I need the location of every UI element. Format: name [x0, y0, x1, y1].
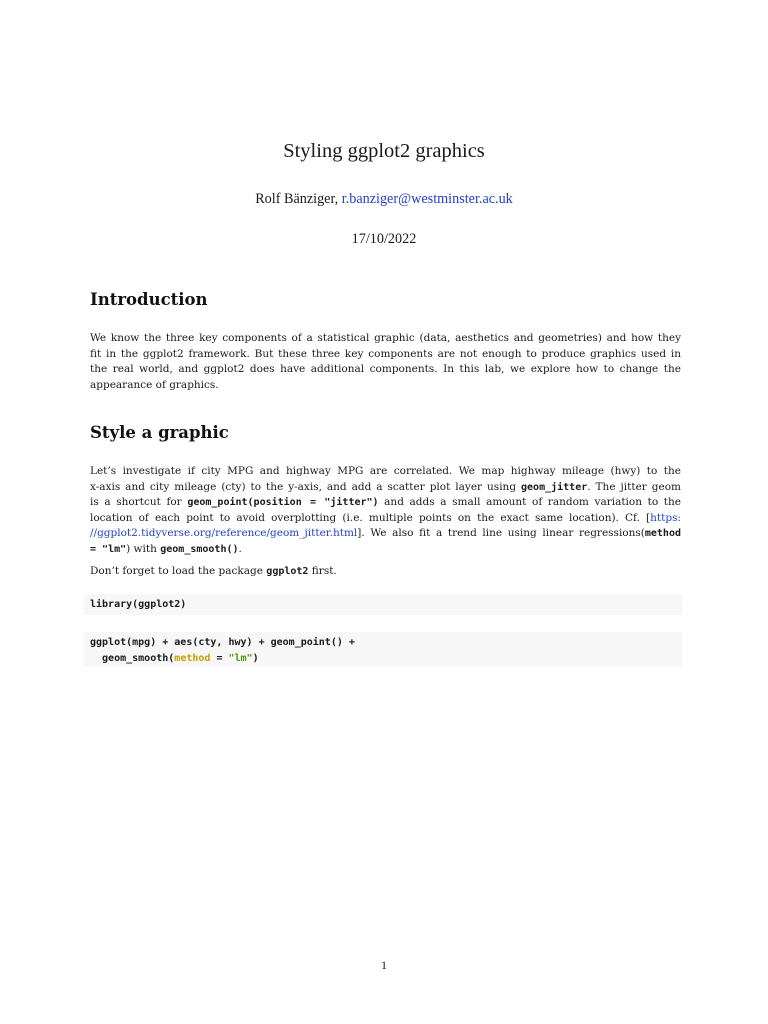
inline-code: geom_jitter — [521, 481, 588, 493]
jitter-docs-link[interactable]: //ggplot2.tidyverse.org/reference/geom_jitter.html — [90, 527, 358, 539]
load-line — [90, 564, 681, 580]
intro-line: appearance of graphics. — [90, 378, 219, 391]
inline-code: geom_smooth() — [160, 543, 239, 555]
text-run: Don’t forget to load the package — [90, 565, 267, 577]
intro-paragraph — [90, 331, 681, 393]
style-line: Let’s investigate if city MPG and highway MPG are correlated. We map highway mileage (hwy) to the — [90, 465, 681, 477]
style-line — [90, 542, 681, 558]
code-token: geom_smooth( — [90, 652, 175, 664]
code-token: = — [210, 652, 229, 664]
text-run: first. — [308, 565, 337, 577]
text-run: and adds a small amount of random variation to the — [378, 496, 681, 508]
author-email-link[interactable]: r.banziger@westminster.ac.uk — [341, 191, 513, 207]
text-run: . The jitter geom — [587, 480, 681, 493]
inline-code: method — [644, 528, 681, 539]
intro-line: the real world, and ggplot2 does have additional components. In this lab, we explore how to change the — [90, 363, 681, 375]
author-line — [0, 191, 768, 208]
code-line: library(ggplot2) — [90, 599, 187, 610]
inline-code: geom_point(position = "jitter") — [187, 497, 379, 508]
intro-line: fit in the ggplot2 framework. But these three key components are not enough to produce graphics used in — [90, 347, 681, 360]
inline-code: ggplot2 — [266, 566, 309, 577]
document-date: 17/10/2022 — [351, 231, 417, 247]
heading-introduction: Introduction — [90, 290, 208, 309]
code-block-library — [84, 594, 682, 615]
code-token: ) — [252, 652, 259, 664]
inline-code: = "lm" — [90, 543, 127, 555]
page-number: 1 — [381, 958, 387, 972]
code-string: "lm" — [228, 652, 253, 664]
code-argument: method — [174, 652, 211, 664]
heading-style-a-graphic: Style a graphic — [90, 423, 229, 442]
text-run: x-axis and city mileage (cty) to the y-axis, and add a scatter plot layer using — [90, 480, 522, 493]
text-run: ) with — [126, 542, 161, 555]
code-line — [90, 653, 259, 664]
code-line: ggplot(mpg) + aes(cty, hwy) + geom_point() + — [90, 637, 355, 648]
load-package-paragraph — [90, 564, 681, 580]
text-run: ]. We also fit a trend line using linear regressions( — [357, 527, 645, 539]
code-block-ggplot — [84, 632, 682, 667]
document-title: Styling ggplot2 graphics — [283, 140, 485, 162]
text-run: . — [238, 542, 242, 555]
style-line — [90, 526, 681, 542]
intro-line: We know the three key components of a statistical graphic (data, aesthetics and geometries) and how they — [90, 332, 681, 344]
style-line — [90, 511, 681, 527]
text-run: is a shortcut for — [90, 496, 188, 508]
style-line — [90, 495, 681, 511]
style-paragraph — [90, 464, 681, 557]
style-line — [90, 480, 681, 496]
jitter-docs-link[interactable]: https: — [650, 511, 681, 524]
author-name: Rolf Bänziger, — [255, 191, 339, 207]
text-run: location of each point to avoid overplotting (i.e. multiple points on the exact same location). Cf. [ — [90, 511, 651, 524]
